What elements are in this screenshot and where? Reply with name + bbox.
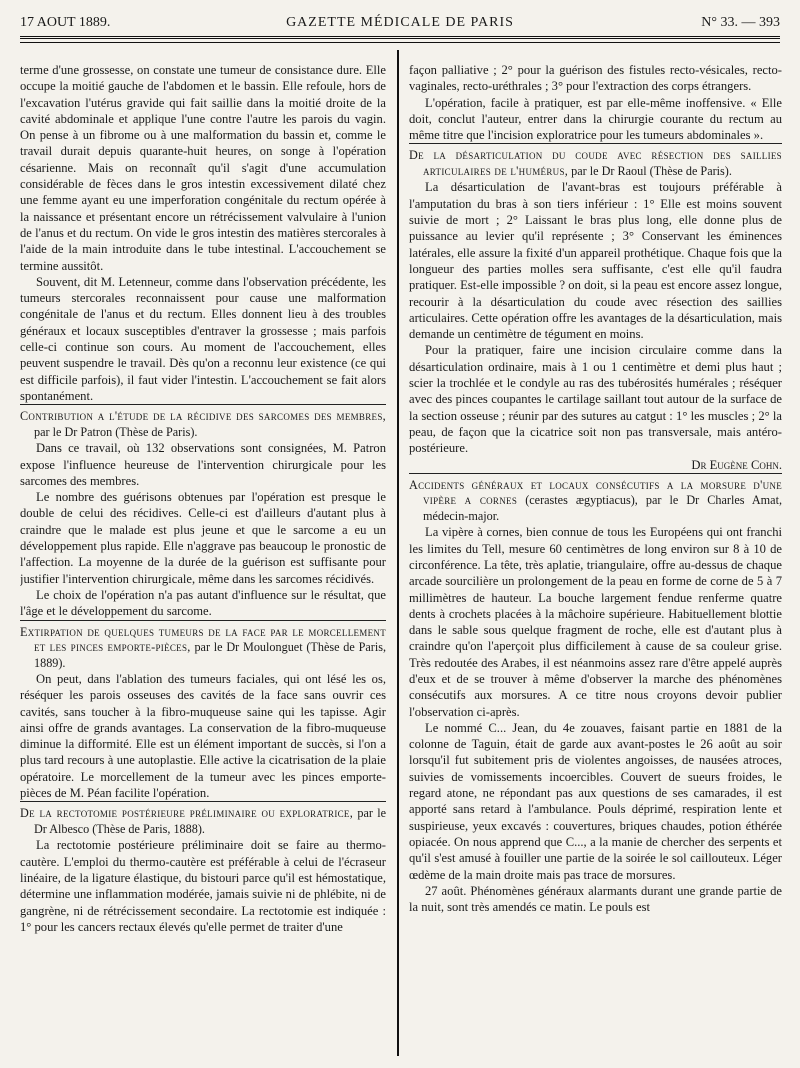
paragraph: façon palliative ; 2° pour la guérison des fistules recto-vésicales, recto-vaginales, recto-uréthrales ; 3° pour l'extraction des corps étrangers. [409, 63, 782, 94]
right-column [409, 62, 782, 1060]
header-rule [20, 42, 780, 43]
paragraph: Souvent, dit M. Letenneur, comme dans l'observation précédente, les tumeurs stercorales reconnaissent pour cause une malformation congénitale de l'anus et du rectum. Elles donnent lieu à des troubles généraux et locaux susceptibles d'entraver la grossesse ; mais parfois celle-ci continue son cours. Au moment de l'accouchement, elles peuvent suspendre le travail. Dès qu'on a reconnu leur existence (ce qui est difficile parfois), il faut vider l'intestin. L'accouchement se fait alors spontanément. [20, 274, 386, 403]
section-heading [20, 404, 386, 440]
page-number: N° 33. — 393 [701, 15, 780, 30]
section-author: par le Dr Moulonguet (Thèse de Paris, 1889). [34, 640, 386, 670]
journal-title: GAZETTE MÉDICALE DE PARIS [286, 15, 514, 30]
issue-date: 17 AOUT 1889. [20, 15, 111, 30]
paragraph: Dans ce travail, où 132 observations sont consignées, M. Patron expose l'influence heureuse de l'intervention chirurgicale pour les sarcomes des membres. [20, 441, 386, 488]
section-author: par le Dr Raoul (Thèse de Paris). [571, 163, 732, 178]
paragraph: 27 août. Phénomènes généraux alarmants durant une grande partie de la nuit, sont très amendés ce matin. Le pouls est [409, 883, 782, 915]
section-title: De la rectotomie postérieure préliminaire ou exploratrice, [20, 806, 354, 821]
section-heading [20, 620, 386, 672]
paragraph: terme d'une grossesse, on constate une tumeur de consistance dure. Elle occupe la moitié gauche de l'abdomen et le bassin. Elle refoule, hors de l'excavation l'utérus gravide qui fait saillie dans la moitié droite de la cavité abdominale et applique l'une contre l'autre les parois du vagin. On pense à un fibrome ou à une malformation du bassin et, comme le travail durait depuis quarante-huit heures, on songe à l'opération césarienne. Mais on reconnaît qu'il s'agit d'une accumulation considérable de fèces dans le gros intestin excessivement dilaté chez une femme ayant eu une imperforation congénitale du rectum opérée à la naissance et présentant encore un rétrécissement valvulaire à l'union de l'anus et du rectum. On vide le gros intestin des matières stercorales à l'aide de la main introduite dans le tube intestinal. L'accouchement se termine aussitôt. [20, 63, 386, 273]
paragraph: La vipère à cornes, bien connue de tous les Européens qui ont franchi les limites du Tell, mesure 60 centimètres de long environ sur 8 à 10 de circonférence. La tête, très aplatie, triangulaire, offre au-dessus de chaque arcade sourcilière un prolongement de la peau en forme de corne de 5 à 7 millimètres de hauteur. La bouche largement fendue renferme quatre dents à crochets placées à la mâchoire supérieure. Habituellement blottie dans le sable sous quelque fragment de roche, elle est d'autant plus à craindre qu'on l'aperçoit plus difficilement à cause de sa couleur grise. Très redoutée des Arabes, il est néanmoins assez rare d'être appelé auprès d'eux et de se trouver à même d'observer la marche des phénomènes consécutifs aux morsures. A ce titre nous croyons devoir publier l'observation ci-après. [409, 525, 782, 719]
paragraph: L'opération, facile à pratiquer, est par elle-même inoffensive. « Elle doit, conclut l'auteur, entrer dans la chirurgie courante du rectum au même titre que l'incision exploratrice pour les tumeurs abdominales ». [409, 95, 782, 143]
section-title: Extirpation de quelques tumeurs de la face par le morcellement et les pinces emporte-pièces, [20, 624, 386, 654]
paragraph: Le nombre des guérisons obtenues par l'opération est presque le double de celui des récidives. Celle-ci est d'ailleurs d'autant plus à craindre que le malade est plus jeune et que le sarcome a eu un développement plus rapide. Elle n'aggrave pas beaucoup le pronostic de l'affection. La moyenne de la durée de la guérison est suffisante pour justifier l'intervention chirurgicale, même dans les sarcomes récidivés. [20, 490, 386, 586]
section-author: par le Dr Patron (Thèse de Paris). [34, 424, 198, 439]
header-double-rule [20, 36, 780, 39]
left-column [20, 62, 386, 1060]
page-header [20, 12, 780, 34]
section-title: Contribution a l'étude de la récidive des sarcomes des membres, [20, 409, 386, 424]
section-heading [20, 801, 386, 837]
section-heading [409, 473, 782, 525]
column-divider [397, 50, 399, 1056]
paragraph: On peut, dans l'ablation des tumeurs faciales, qui ont lésé les os, réséquer les parois osseuses des cavités de la face sans ouvrir ces cavités, sans toucher à la fibro-muqueuse saine qui les tapisse. Agir ainsi offre de grands avantages. La conservation de la fibro-muqueuse diminue la difformité. Elle est un élément important de succès, si l'on a plus tard recours à une autoplastie. Elle active la cicatrisation de la plaie opératoire. Le morcellement de la tumeur avec les pinces emporte-pièces de M. Péan facilite l'opération. [20, 672, 386, 801]
section-author: (cerastes ægyptiacus), par le Dr Charles Amat, médecin-major. [423, 493, 782, 523]
section-title: De la désarticulation du coude avec résection des saillies articulaires de l'humérus, [409, 148, 782, 178]
paragraph: Le choix de l'opération n'a pas autant d'influence sur le résultat, que l'âge et le développement du sarcome. [20, 587, 386, 619]
section-author: par le Dr Albesco (Thèse de Paris, 1888). [34, 806, 386, 836]
section-title: Accidents généraux et locaux consécutifs a la morsure d'une vipère a cornes [409, 477, 782, 508]
section-heading [409, 143, 782, 179]
paragraph: La désarticulation de l'avant-bras est toujours préférable à l'amputation du bras à son tiers inférieur : 1° Elle est moins souvent suivie de mort ; 2° Laissant le bras plus long, elle donne plus de puissance au levier qu'il représente ; 3° Conservant les éminences latérales, elle assure la fixité d'un appareil prothétique. Chaque fois que la longueur des parties molles sera suffisante, c'est elle qu'il faudra pratiquer. Est-elle impossible ? on doit, si la peau est encore assez longue, recourir à la désarticulation du coude avec résection des saillies articulaires. Cette opération offre les avantages de la désarticulation, mais demande un centimètre de tégument en moins. [409, 180, 782, 342]
paragraph: La rectotomie postérieure préliminaire doit se faire au thermo-cautère. L'emploi du thermo-cautère est préférable à celui de l'écraseur linéaire, de la ligature élastique, du bistouri parce qu'il est hémostatique, détermine une inflammation modérée, jamais suivie ni de phlébite, ni de gangrène, ni de rétrécissement secondaire. La rectotomie est indiquée : 1° pour les cancers rectaux élevés qu'elle permet de traiter d'une [20, 838, 386, 934]
paragraph: Le nommé C... Jean, du 4e zouaves, faisant partie en 1881 de la colonne de Taguin, était de garde aux avant-postes le 26 août au soir lorsqu'il fut subitement pris de violentes angoisses, de nausées atroces, suivies de vomissements incoercibles. Couvert de sueurs froides, le regard atone, ne répondant pas aux questions de ses camarades, il est apporté sans retard à l'ambulance. Pouls déprimé, respiration lente et suspirieuse, yeux excavés : couvertures, briques chaudes, potion éthérée opiacée. On nous apprend que C..., a la manie de chercher des serpents et qu'il s'est amusé à fouiller une partie de la soirée le sol caillouteux. Léger œdème de la main droite mais pas trace de morsures. [409, 720, 782, 882]
paragraph: Pour la pratiquer, faire une incision circulaire comme dans la désarticulation ordinaire, mais à 1 ou 1 centimètre et demi plus haut ; scier la trochlée et le condyle au ras des tubérosités humérales ; réséquer avec des pinces coupantes le cartilage saillant tout autour de la surface de la section osseuse ; réunir par des sutures au catgut : 1° les muscles ; 2° la peau, de façon que la cicatrice soit non pas transversale, mais antéro-postérieure. [409, 343, 782, 456]
author-signature: Dr Eugène Cohn. [691, 457, 782, 472]
